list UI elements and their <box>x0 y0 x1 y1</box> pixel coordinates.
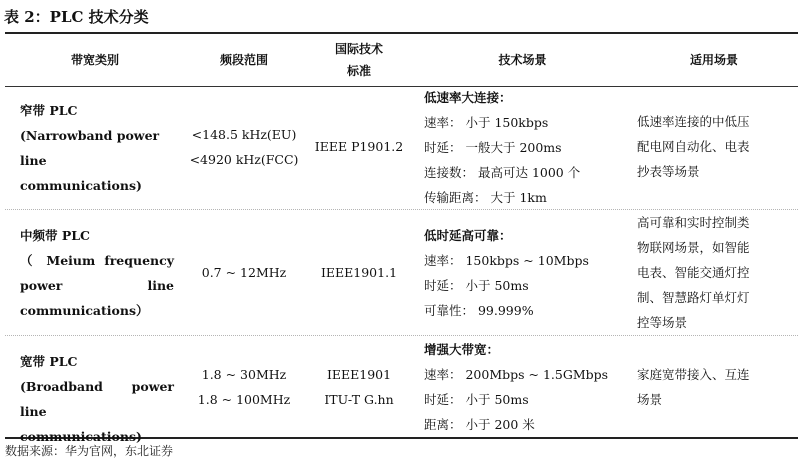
category-english: （ Meium frequency <box>20 253 174 268</box>
row-medium-technology <box>424 223 630 323</box>
header-technology: 技术场景 <box>498 52 547 67</box>
row-broadband-category <box>20 349 174 449</box>
row-broadband-technology <box>424 337 630 437</box>
header-frequency: 频段范围 <box>219 52 268 67</box>
technology-line: 速率： 150kbps ~ 10Mbps <box>424 253 589 268</box>
technology-line: 距离： 小于 200 米 <box>424 417 535 432</box>
application-line: 控等场景 <box>637 315 688 330</box>
application-line: 制、智慧路灯单灯灯 <box>637 290 750 305</box>
header-standard-line1: 国际技术 <box>334 41 383 56</box>
category-english: (Broadband power line <box>20 379 174 419</box>
header-standard <box>303 33 415 86</box>
technology-title: 增强大带宽： <box>424 342 500 357</box>
header-category: 带宽类别 <box>70 52 119 67</box>
row-medium-application <box>637 210 798 335</box>
frequency-value: 0.7 ~ 12MHz <box>201 265 287 280</box>
row-broadband-application <box>637 362 798 412</box>
application-line: 高可靠和实时控制类 <box>637 215 750 230</box>
technology-line: 时延： 小于 50ms <box>424 392 529 407</box>
technology-line: 传输距离： 大于 1km <box>424 190 547 205</box>
application-line: 低速率连接的中低压 <box>637 114 750 129</box>
application-line: 物联网场景，如智能 <box>637 240 750 255</box>
row-narrowband-category <box>20 102 178 193</box>
source-note: 数据来源：华为官网，东北证券 <box>5 444 174 458</box>
row-broadband-frequency <box>185 362 303 412</box>
technology-line: 连接数： 最高可达 1000 个 <box>424 165 581 180</box>
application-line: 抄表等场景 <box>637 164 700 179</box>
frequency-value: <148.5 kHz(EU) <box>191 127 297 142</box>
table-title: 表 2：PLC 技术分类 <box>4 8 149 26</box>
technology-title: 低速率大连接： <box>424 90 512 105</box>
row-narrowband-technology <box>424 85 630 210</box>
category-name: 中频带 PLC <box>20 228 90 243</box>
application-line: 家庭宽带接入、互连 <box>637 367 750 382</box>
row-divider <box>5 335 798 336</box>
row-narrowband-standard <box>303 134 415 159</box>
technology-line: 速率： 200Mbps ~ 1.5GMbps <box>424 367 609 382</box>
technology-line: 速率： 小于 150kbps <box>424 115 549 130</box>
frequency-value: 1.8 ~ 30MHz <box>201 367 287 382</box>
header-standard-line2: 标准 <box>346 63 371 78</box>
category-english: communications) <box>20 177 142 193</box>
frequency-value: 1.8 ~ 100MHz <box>197 392 291 407</box>
category-english: power line <box>20 278 174 293</box>
category-name: 宽带 PLC <box>20 354 78 369</box>
technology-title: 低时延高可靠： <box>424 228 512 243</box>
application-line: 场景 <box>637 392 663 407</box>
standard-value: IEEE1901 <box>326 367 392 382</box>
standard-value: IEEE1901.1 <box>320 265 398 280</box>
technology-line: 时延： 小于 50ms <box>424 278 529 293</box>
standard-value: IEEE P1901.2 <box>314 139 404 154</box>
technology-line: 可靠性： 99.999% <box>424 303 534 318</box>
row-medium-frequency <box>185 260 303 285</box>
application-line: 配电网自动化、电表 <box>637 139 750 154</box>
category-english: communications） <box>20 303 149 318</box>
row-medium-category <box>20 223 174 323</box>
category-english: (Narrowband power line <box>20 127 160 168</box>
row-medium-standard <box>303 260 415 285</box>
category-english: communications) <box>20 429 142 444</box>
row-narrowband-frequency <box>185 122 303 172</box>
application-line: 电表、智能交通灯控 <box>637 265 750 280</box>
category-name: 窄带 PLC <box>20 102 78 118</box>
row-narrowband-application <box>637 109 798 184</box>
row-broadband-standard <box>303 362 415 412</box>
frequency-value: <4920 kHz(FCC) <box>189 152 299 167</box>
table-header-rule <box>5 86 798 87</box>
header-application: 适用场景 <box>689 52 738 67</box>
technology-line: 时延： 一般大于 200ms <box>424 140 562 155</box>
standard-value: ITU-T G.hn <box>324 392 394 407</box>
